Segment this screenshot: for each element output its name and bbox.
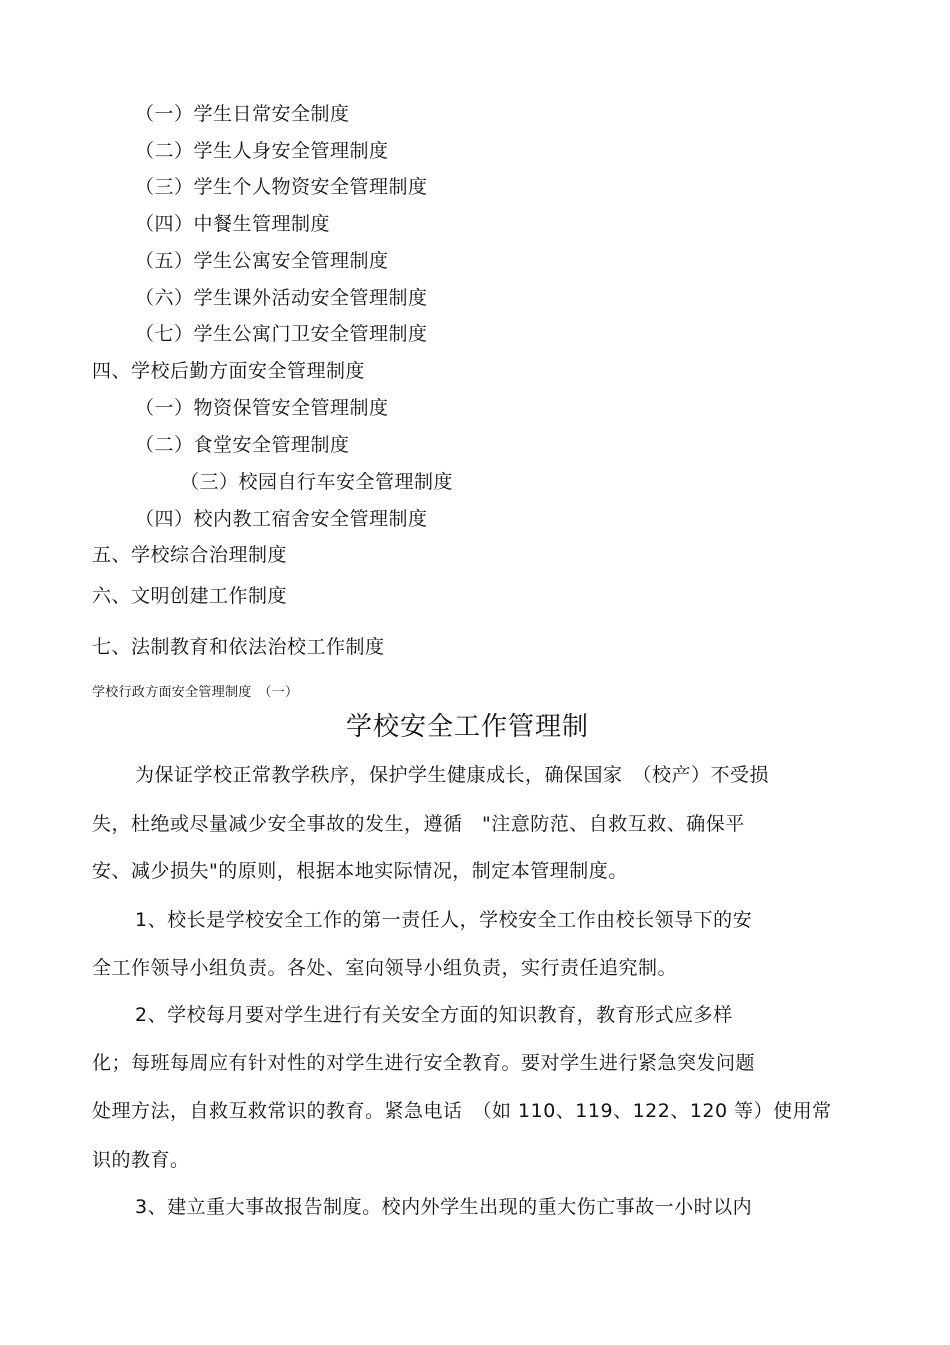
toc-item: （二）学生人身安全管理制度 xyxy=(135,140,389,162)
doc-title: 学校安全工作管理制 xyxy=(346,712,590,742)
body-line: 为保证学校正常教学秩序，保护学生健康成长，确保国家 （校产）不受损 xyxy=(135,764,770,786)
toc-item: （三）校园自行车安全管理制度 xyxy=(180,471,454,493)
body-line: 处理方法，自救互救常识的教育。紧急电话 （如 110、119、122、120 等）使用常 xyxy=(92,1100,832,1122)
section-header: 学校行政方面安全管理制度 （一） xyxy=(92,685,299,700)
body-line: 化；每班每周应有针对性的对学生进行安全教育。要对学生进行紧急突发问题 xyxy=(92,1052,756,1074)
toc-item: （一）学生日常安全制度 xyxy=(135,103,350,125)
body-line: 识的教育。 xyxy=(92,1149,190,1171)
body-line: 3、建立重大事故报告制度。校内外学生出现的重大伤亡事故一小时以内 xyxy=(135,1196,753,1218)
toc-item: （二）食堂安全管理制度 xyxy=(135,434,350,456)
body-line: 1、校长是学校安全工作的第一责任人，学校安全工作由校长领导下的安 xyxy=(135,909,753,931)
body-line: 全工作领导小组负责。各处、室向领导小组负责，实行责任追究制。 xyxy=(92,957,678,979)
toc-item: （七）学生公寓门卫安全管理制度 xyxy=(135,323,428,345)
body-line: 失，杜绝或尽量减少安全事故的发生，遵循 "注意防范、自救互救、确保平 xyxy=(92,813,745,835)
body-line: 2、学校每月要对学生进行有关安全方面的知识教育，教育形式应多样 xyxy=(135,1004,733,1026)
toc-item: （三）学生个人物资安全管理制度 xyxy=(135,176,428,198)
toc-item: （五）学生公寓安全管理制度 xyxy=(135,250,389,272)
toc-section-heading: 四、学校后勤方面安全管理制度 xyxy=(92,360,366,382)
body-line: 安、减少损失"的原则，根据本地实际情况，制定本管理制度。 xyxy=(92,860,628,882)
toc-section-heading: 七、法制教育和依法治校工作制度 xyxy=(92,636,385,658)
toc-item: （四）校内教工宿舍安全管理制度 xyxy=(135,508,428,530)
toc-section-heading: 五、学校综合治理制度 xyxy=(92,544,288,566)
toc-item: （四）中餐生管理制度 xyxy=(135,213,331,235)
toc-item: （一）物资保管安全管理制度 xyxy=(135,397,389,419)
toc-section-heading: 六、文明创建工作制度 xyxy=(92,585,288,607)
toc-item: （六）学生课外活动安全管理制度 xyxy=(135,287,428,309)
